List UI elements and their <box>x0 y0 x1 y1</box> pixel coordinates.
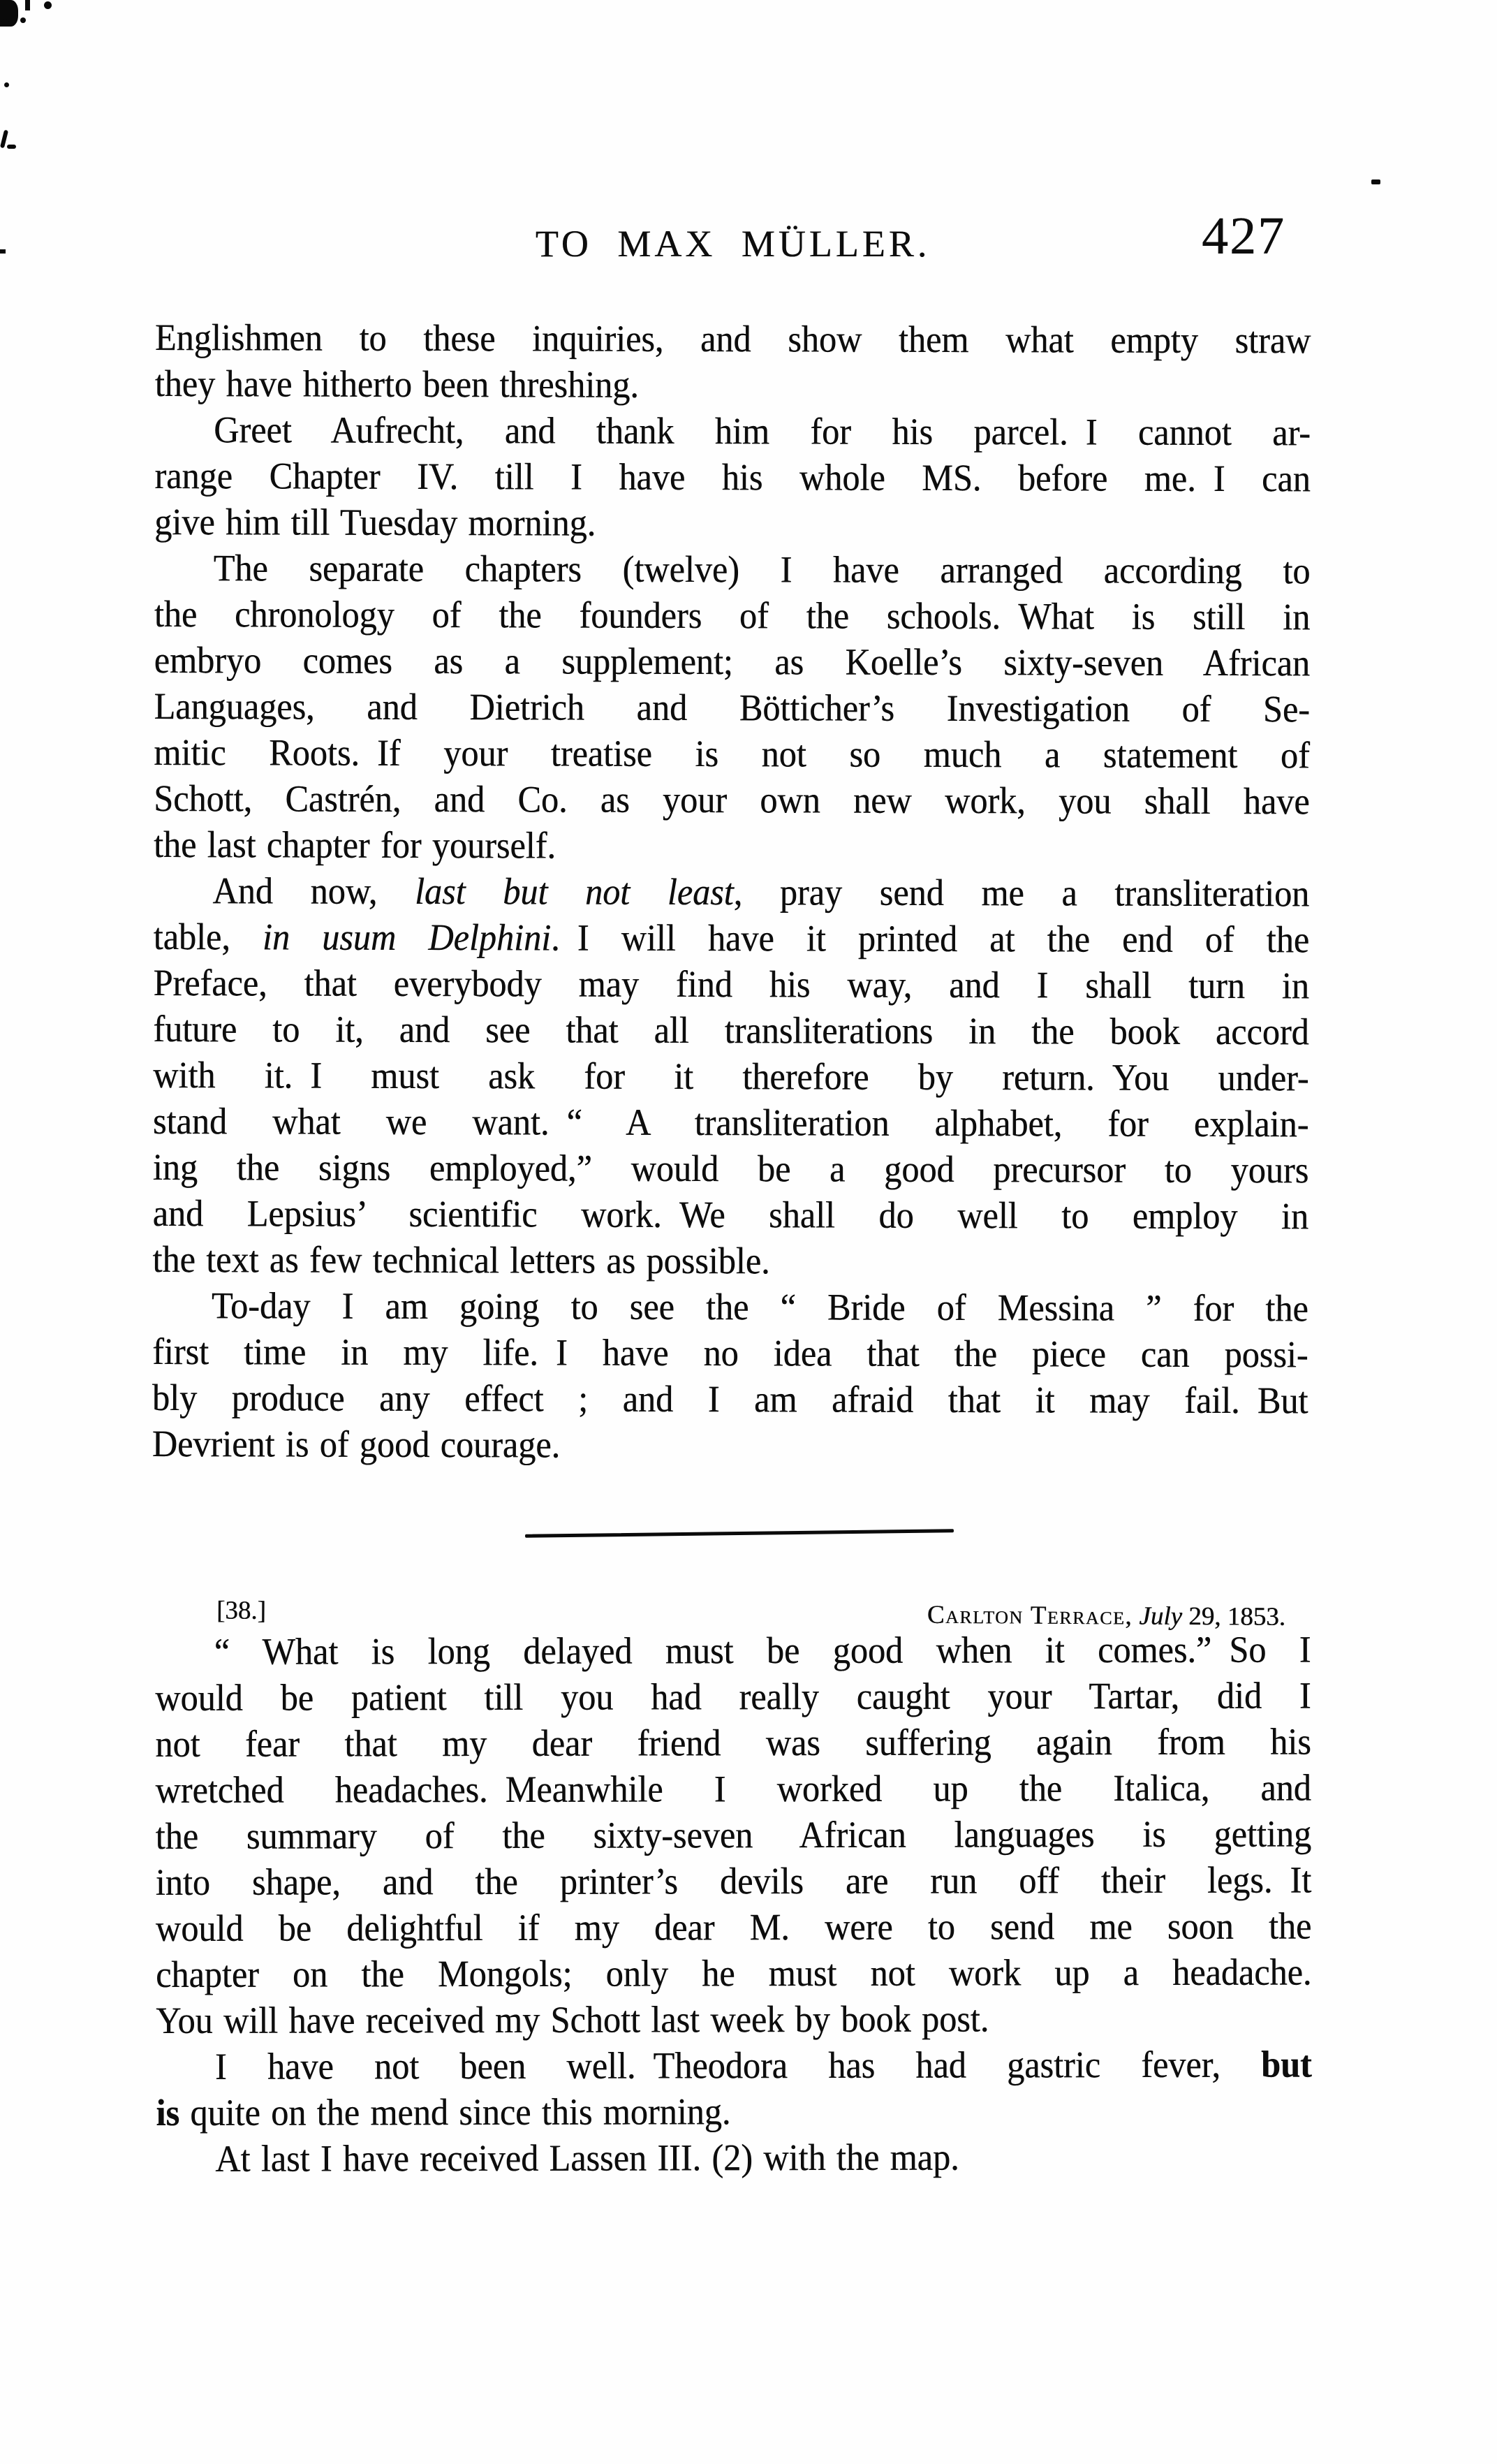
text-segment: At last I have received Lassen III. (2) with the map. <box>215 2136 959 2180</box>
text-segment: chapter on the Mongols; only he must not work up a headache. <box>155 1951 1312 1995</box>
letter-body-top <box>152 314 1311 1469</box>
text-segment: the text as few technical letters as possible. <box>152 1238 770 1282</box>
text-segment: first time in my life. I have no idea that the piece can possi- <box>152 1330 1308 1376</box>
text-line <box>156 1995 1312 2044</box>
text-line <box>152 1282 1308 1331</box>
text-line <box>153 1098 1309 1147</box>
text-segment: table, <box>153 915 263 958</box>
scan-artifact <box>4 82 9 87</box>
text-segment: and Lepsius’ scientific work. We shall do well to employ in <box>152 1191 1309 1238</box>
text-line <box>154 729 1310 778</box>
text-segment: wretched headaches. Meanwhile I worked up the Italica, and <box>155 1766 1311 1811</box>
letter-body-bottom <box>155 1627 1312 2182</box>
text-line <box>155 360 1311 409</box>
letter-number: [38.] <box>216 1596 267 1625</box>
text-segment: the last chapter for yourself. <box>153 823 556 867</box>
text-segment: the chronology of the founders of the schools. What is still in <box>154 592 1311 638</box>
text-segment: “ What is long delayed must be good when it comes.” So I <box>214 1628 1311 1673</box>
text-segment: Englishmen to these inquiries, and show them what empty straw <box>154 316 1311 362</box>
text-segment: in usum Delphini <box>262 916 552 959</box>
paragraph <box>156 2134 1313 2182</box>
text-segment: not fear that my dear friend was suffering again from his <box>155 1720 1311 1765</box>
scan-artifact <box>44 1 52 9</box>
text-line <box>154 591 1311 640</box>
text-line <box>154 867 1310 916</box>
text-segment: but <box>1261 2043 1312 2085</box>
text-segment: embryo comes as a supplement; as Koelle’s sixty-seven African <box>154 638 1311 684</box>
text-segment: mitic Roots. If your treatise is not so much a statement of <box>154 731 1310 777</box>
paragraph <box>152 867 1309 1285</box>
scan-artifact <box>25 0 30 10</box>
text-segment: The separate chapters (twelve) I have arranged according to <box>213 547 1311 592</box>
text-segment: Languages, and Dietrich and Bötticher’s Investigation of Se- <box>154 684 1311 731</box>
text-segment: the summary of the sixty-seven African languages is getting <box>155 1812 1312 1857</box>
text-line <box>153 1006 1309 1055</box>
text-line <box>155 1627 1311 1675</box>
text-line <box>154 499 1311 548</box>
running-header-title: TO MAX MÜLLER. <box>535 223 931 265</box>
text-segment: And now, <box>212 870 415 912</box>
text-line <box>154 453 1311 501</box>
text-segment: range Chapter IV. till I have his whole MS. before me. I can <box>154 454 1311 500</box>
page-number: 427 <box>1202 207 1285 265</box>
text-segment: Greet Aufrecht, and thank him for his parcel. I cannot ar- <box>214 409 1311 454</box>
text-line <box>156 1857 1312 1905</box>
letter-place: Carlton Terrace, <box>927 1600 1133 1631</box>
text-segment: Preface, that everybody may find his way, and I shall turn in <box>153 961 1309 1007</box>
text-line <box>155 314 1311 363</box>
paragraph <box>155 314 1311 409</box>
text-line <box>154 406 1311 455</box>
text-line <box>153 1144 1309 1193</box>
letter-date: 29, 1853. <box>1181 1601 1286 1631</box>
text-line <box>153 960 1309 1009</box>
text-line <box>156 2088 1312 2136</box>
text-line <box>153 1052 1309 1101</box>
text-line <box>152 1374 1308 1423</box>
text-segment: last but not least <box>414 870 734 914</box>
text-segment: . I will have it printed at the end of the <box>551 916 1310 961</box>
text-segment: Devrient is of good courage. <box>152 1422 561 1466</box>
text-segment: stand what we want. “ A transliteration alphabet, for explain- <box>152 1099 1309 1145</box>
text-segment: To-day I am going to see the “ Bride of Messina ” for the <box>211 1284 1308 1330</box>
text-segment: future to it, and see that all transliterations in the book accord <box>153 1007 1309 1053</box>
section-divider-rule <box>525 1529 954 1538</box>
paragraph <box>154 406 1311 548</box>
text-line <box>153 1190 1309 1239</box>
scan-artifact <box>7 145 16 149</box>
text-line <box>154 775 1310 824</box>
text-segment: give him till Tuesday morning. <box>154 500 596 544</box>
text-line <box>154 637 1311 686</box>
text-segment: Schott, Castrén, and Co. as your own new work, you shall have <box>154 777 1310 823</box>
scan-artifact <box>20 17 26 23</box>
text-line <box>155 1719 1311 1767</box>
text-line <box>156 2134 1313 2182</box>
text-segment: into shape, and the printer’s devils are run off their legs. It <box>155 1858 1312 1903</box>
text-line <box>152 1236 1308 1285</box>
text-line <box>152 1421 1308 1469</box>
paragraph <box>152 1282 1308 1469</box>
text-line <box>154 914 1310 962</box>
text-line <box>155 1765 1311 1813</box>
scan-artifact <box>1371 179 1380 184</box>
text-segment: , pray send me a transliteration <box>733 871 1310 915</box>
text-segment: would be delightful if my dear M. were to send me soon the <box>155 1905 1312 1949</box>
text-line <box>156 1949 1312 1997</box>
text-segment: quite on the mend since this morning. <box>179 2090 731 2134</box>
text-line <box>154 821 1310 870</box>
text-line <box>154 545 1311 594</box>
text-segment: is <box>156 2091 180 2134</box>
text-segment: they have hitherto been threshing. <box>154 362 639 406</box>
text-segment: ing the signs employed,” would be a good precursor to yours <box>152 1145 1309 1191</box>
text-line <box>156 2041 1312 2090</box>
text-segment: You will have received my Schott last week by book post. <box>156 1997 989 2041</box>
text-segment: I have not been well. Theodora has had gastric fever, <box>214 2043 1262 2088</box>
paragraph <box>155 1627 1312 2044</box>
paragraph <box>154 545 1311 870</box>
text-line <box>156 1903 1312 1951</box>
text-line <box>155 1673 1311 1721</box>
text-segment: bly produce any effect ; and I am afraid that it may fail. But <box>152 1376 1308 1422</box>
scan-artifact <box>0 249 6 254</box>
letter-month: July <box>1139 1601 1183 1631</box>
text-segment: would be patient till you had really caught your Tartar, did I <box>155 1674 1311 1719</box>
text-segment: with it. I must ask for it therefore by return. You under- <box>153 1053 1309 1099</box>
scan-artifact <box>1 19 9 27</box>
text-line <box>154 683 1310 732</box>
text-line <box>152 1328 1308 1377</box>
text-line <box>156 1811 1312 1859</box>
paragraph <box>156 2041 1312 2136</box>
